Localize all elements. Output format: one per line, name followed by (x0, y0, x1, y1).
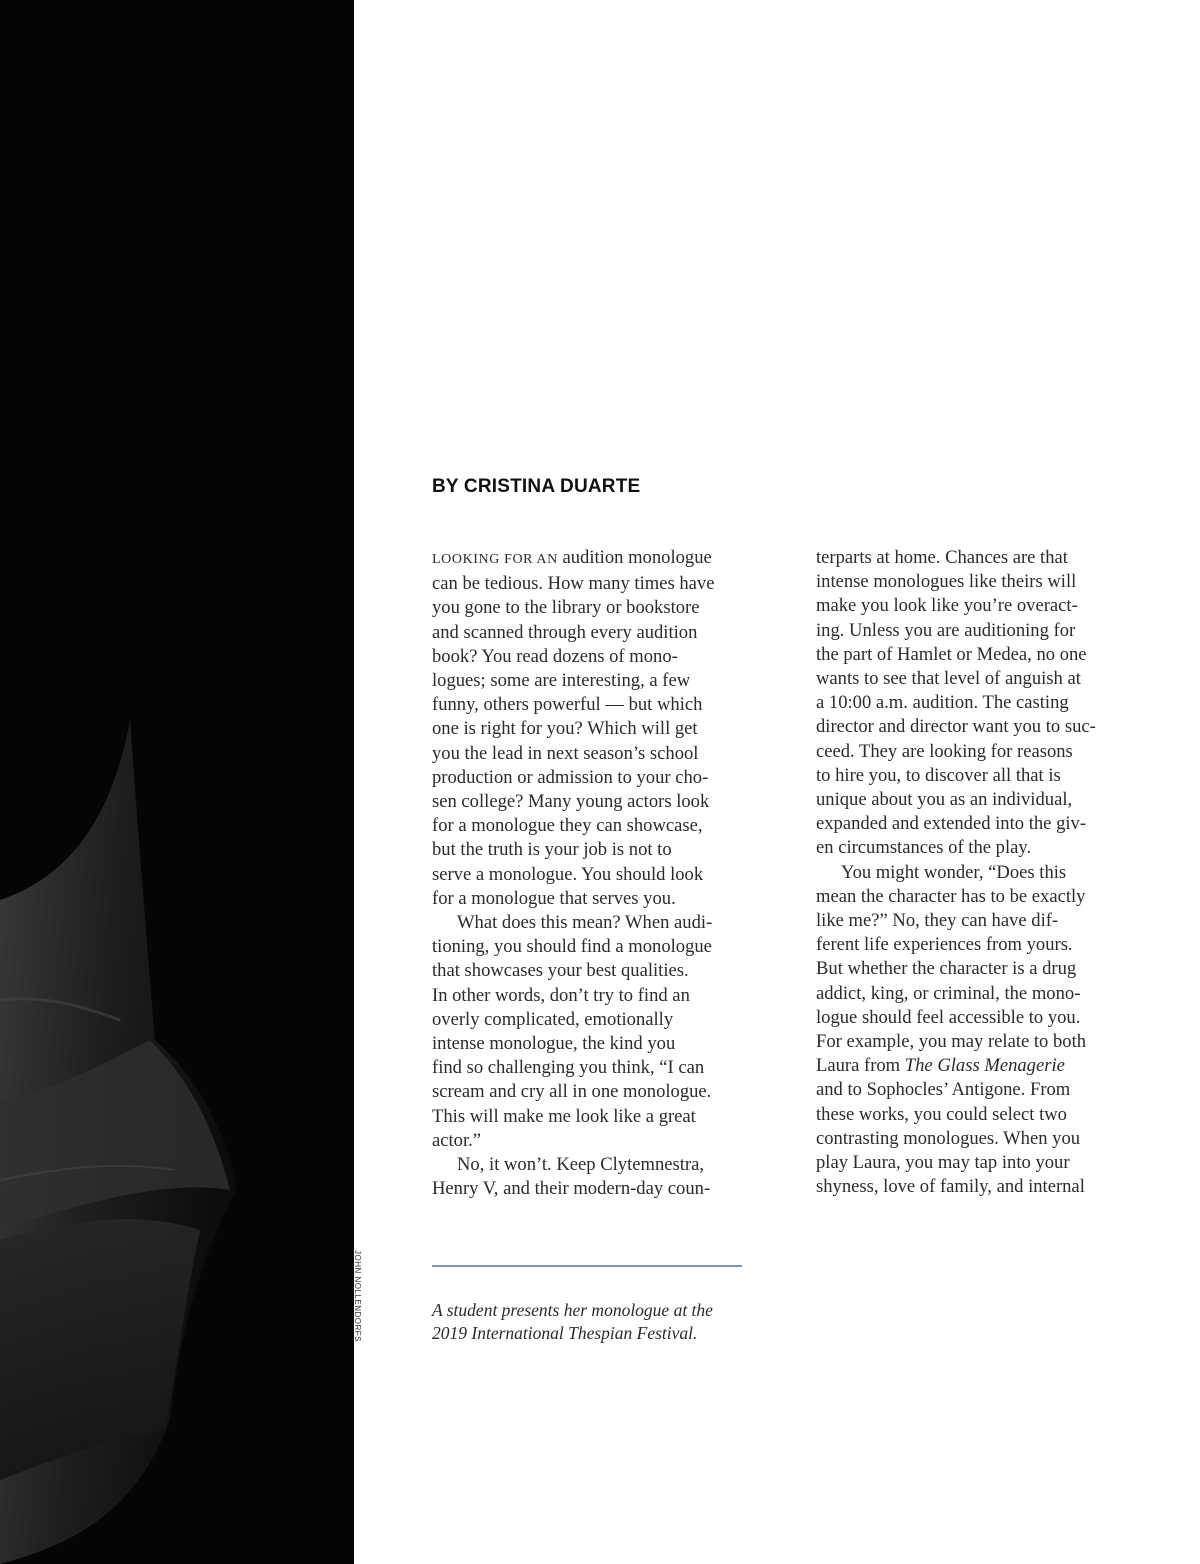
text-line: play Laura, you may tap into your (816, 1152, 1070, 1174)
article-column-1 (432, 546, 777, 1201)
text-line: Laura from The Glass Menagerie (816, 1055, 1065, 1077)
text-line: make you look like you’re overact- (816, 595, 1078, 617)
text-line: What does this mean? When audi- (457, 912, 713, 934)
text-line: funny, others powerful — but which (432, 694, 703, 716)
text-line: and scanned through every audition (432, 621, 698, 643)
text-line: No, it won’t. Keep Clytemnestra, (457, 1154, 705, 1176)
text-line: shyness, love of family, and internal (816, 1176, 1085, 1198)
text-line: one is right for you? Which will get (432, 718, 698, 740)
text-line: ceed. They are looking for reasons (816, 740, 1073, 762)
text-line: tioning, you should find a monologue (432, 936, 712, 958)
text-line: intense monologue, the kind you (432, 1033, 676, 1055)
text-line: mean the character has to be exactly (816, 885, 1086, 907)
text-line: but the truth is your job is not to (432, 839, 672, 861)
text-line: sen college? Many young actors look (432, 791, 710, 813)
text-line: unique about you as an individual, (816, 789, 1073, 811)
photo-caption (432, 1299, 792, 1345)
photo-credit: JOHN NOLLENDORFS (353, 1250, 362, 1343)
caption-divider (432, 1265, 742, 1267)
text-line: expanded and extended into the giv- (816, 813, 1087, 835)
text-line: logue should feel accessible to you. (816, 1006, 1081, 1028)
text-line: This will make me look like a great (432, 1105, 696, 1127)
text-line: intense monologues like theirs will (816, 571, 1077, 593)
text-line: addict, king, or criminal, the mono- (816, 982, 1081, 1004)
byline: BY CRISTINA DUARTE (432, 476, 641, 497)
text-line: production or admission to your cho- (432, 766, 709, 788)
text-line: contrasting monologues. When you (816, 1127, 1081, 1149)
play-title: The Glass Menagerie (904, 1055, 1065, 1077)
article-column-2 (816, 546, 1161, 1199)
dark-fabric-photo (0, 0, 354, 1564)
text-line: Henry V, and their modern-day coun- (432, 1178, 711, 1200)
text-line: serve a monologue. You should look (432, 863, 704, 885)
text-line: wants to see that level of anguish at (816, 668, 1081, 690)
text-line: to hire you, to discover all that is (816, 764, 1061, 786)
text-line: book? You read dozens of mono- (432, 645, 678, 667)
text-line: In other words, don’t try to find an (432, 984, 690, 1006)
text-line: like me?” No, they can have dif- (816, 910, 1059, 932)
text-line: a 10:00 a.m. audition. The casting (816, 692, 1069, 714)
text-line: ferent life experiences from yours. (816, 934, 1073, 956)
text-line: overly complicated, emotionally (432, 1008, 674, 1030)
text-line: you gone to the library or bookstore (432, 597, 700, 619)
text-line: these works, you could select two (816, 1103, 1067, 1125)
caption-line: A student presents her monologue at the (432, 1300, 713, 1320)
text-line: You might wonder, “Does this (841, 861, 1067, 883)
text-line: can be tedious. How many times have (432, 573, 715, 595)
text-line: LOOKING FOR AN audition monologue (432, 547, 712, 568)
text-line: you the lead in next season’s school (432, 742, 699, 764)
caption-line: 2019 International Thespian Festival. (432, 1323, 698, 1343)
text-line: logues; some are interesting, a few (432, 670, 691, 692)
text-line: But whether the character is a drug (816, 958, 1077, 980)
text-line: for a monologue that serves you. (432, 887, 676, 909)
text-line: the part of Hamlet or Medea, no one (816, 643, 1087, 665)
photo-panel (0, 0, 354, 1564)
text-line: find so challenging you think, “I can (432, 1057, 705, 1079)
text-line: that showcases your best qualities. (432, 960, 689, 982)
text-line: For example, you may relate to both (816, 1031, 1087, 1053)
text-line: actor.” (432, 1129, 482, 1151)
text-line: for a monologue they can showcase, (432, 815, 703, 837)
text-line: director and director want you to suc- (816, 716, 1096, 738)
text-line: and to Sophocles’ Antigone. From (816, 1079, 1071, 1101)
text-line: en circumstances of the play. (816, 837, 1032, 859)
text-line: terparts at home. Chances are that (816, 547, 1068, 568)
text-line: scream and cry all in one monologue. (432, 1081, 712, 1103)
lead-in-smallcaps: LOOKING FOR AN (432, 552, 558, 567)
text-line: ing. Unless you are auditioning for (816, 619, 1076, 641)
